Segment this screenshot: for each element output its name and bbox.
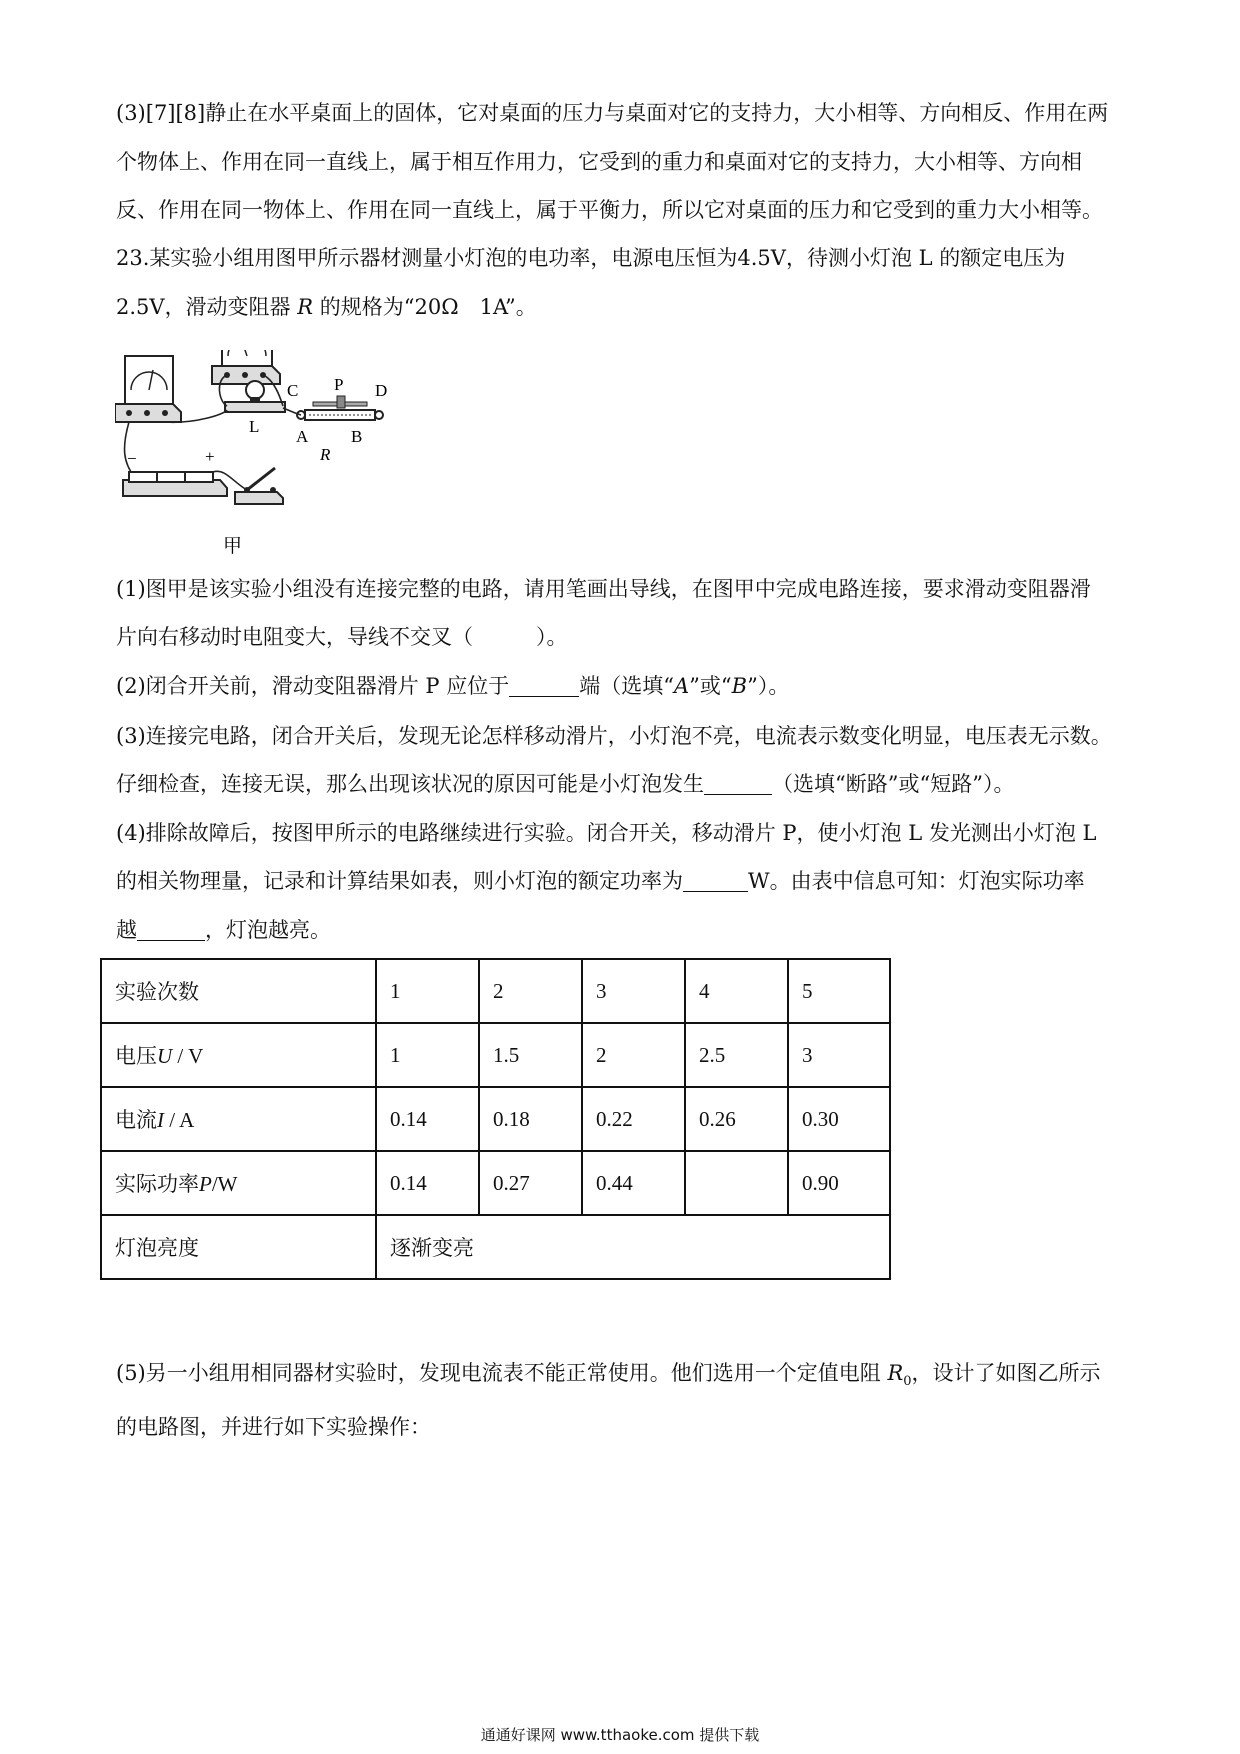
para3-line2: 个物体上、作用在同一直线上，属于相互作用力，它受到的重力和桌面对它的支持力，大小相等、方向相 xyxy=(116,150,1082,174)
sub5-line1: (5)另一小组用相同器材实验时，发现电流表不能正常使用。他们选用一个定值电阻 $R_0$，设计了如图乙所示 xyxy=(116,1361,1101,1390)
sub1-line2: 片向右移动时电阻变大，导线不交叉（ ）。 xyxy=(116,625,568,649)
answer-blank-3 xyxy=(704,772,772,795)
label-b: B xyxy=(351,427,363,446)
row-label: 实际功率P/W xyxy=(101,1151,376,1215)
bulb-icon xyxy=(225,381,285,412)
table-cell: 1 xyxy=(376,1023,479,1087)
table-row xyxy=(101,1215,890,1279)
data-table xyxy=(100,958,891,1280)
label-l: L xyxy=(249,417,260,436)
sub3-line2: 仔细检查，连接无误，那么出现该状况的原因可能是小灯泡发生 （选填“断路”或“短路”）。 xyxy=(116,772,1015,796)
page-footer: 通通好课网 www.tthaoke.com 提供下载 xyxy=(480,1726,760,1744)
table-cell: 2 xyxy=(479,959,582,1023)
label-a: A xyxy=(296,427,309,446)
sub1-line1: (1)图甲是该实验小组没有连接完整的电路，请用笔画出导线，在图甲中完成电路连接，要求滑动变阻器滑 xyxy=(116,577,1091,601)
label-minus: − xyxy=(127,449,137,468)
table-cell: 0.14 xyxy=(376,1151,479,1215)
sub4-line3: 越 ，灯泡越亮。 xyxy=(116,918,331,942)
label-r: R xyxy=(320,445,331,464)
table-cell: 0.27 xyxy=(479,1151,582,1215)
label-plus: + xyxy=(205,447,215,466)
figure-caption: 甲 xyxy=(223,535,243,557)
row-label: 灯泡亮度 xyxy=(101,1215,376,1279)
q23-line1: 23.某实验小组用图甲所示器材测量小灯泡的电功率，电源电压恒为4.5V，待测小灯泡 L 的额定电压为 xyxy=(116,246,1066,270)
table-cell: 0.90 xyxy=(788,1151,890,1215)
table-row xyxy=(101,1151,890,1215)
battery-icon xyxy=(123,472,227,496)
table-cell: 2.5 xyxy=(685,1023,788,1087)
para3-line1: (3)[7][8]静止在水平桌面上的固体，它对桌面的压力与桌面对它的支持力，大小相等、方向相反、作用在两 xyxy=(116,101,1109,125)
table-cell: 1 xyxy=(376,959,479,1023)
row-label: 电压U / V xyxy=(101,1023,376,1087)
label-d: D xyxy=(375,381,388,400)
circuit-figure xyxy=(115,350,425,565)
table-cell: 0.30 xyxy=(788,1087,890,1151)
table-cell: 0.14 xyxy=(376,1087,479,1151)
table-cell: 4 xyxy=(685,959,788,1023)
sub3-line1: (3)连接完电路，闭合开关后，发现无论怎样移动滑片，小灯泡不亮，电流表示数变化明显，电压表无示数。 xyxy=(116,724,1112,748)
table-cell: 5 xyxy=(788,959,890,1023)
table-cell: 0.26 xyxy=(685,1087,788,1151)
table-cell: 3 xyxy=(582,959,685,1023)
row-label: 电流I / A xyxy=(101,1087,376,1151)
table-cell: 0.18 xyxy=(479,1087,582,1151)
answer-blank-2 xyxy=(509,674,579,697)
label-c: C xyxy=(287,381,299,400)
answer-blank-4b xyxy=(137,918,205,941)
row-label: 实验次数 xyxy=(101,959,376,1023)
ammeter-icon xyxy=(115,356,181,422)
q23-line2: 2.5V，滑动变阻器 R 的规格为“20Ω 1A”。 xyxy=(116,295,537,319)
table-cell: 3 xyxy=(788,1023,890,1087)
table-cell: 0.22 xyxy=(582,1087,685,1151)
para3-line3: 反、作用在同一物体上、作用在同一直线上，属于平衡力，所以它对桌面的压力和它受到的重力大小相等。 xyxy=(116,198,1103,222)
sub5-line2: 的电路图，并进行如下实验操作： xyxy=(116,1415,431,1439)
table-cell: 1.5 xyxy=(479,1023,582,1087)
sub4-line2: 的相关物理量，记录和计算结果如表，则小灯泡的额定功率为 W。由表中信息可知：灯泡实际功率 xyxy=(116,869,1085,893)
table-cell: 2 xyxy=(582,1023,685,1087)
table-row xyxy=(101,959,890,1023)
table-cell: 0.44 xyxy=(582,1151,685,1215)
table-row xyxy=(101,1087,890,1151)
table-cell xyxy=(685,1151,788,1215)
sub2-line: (2)闭合开关前，滑动变阻器滑片 P 应位于 端（选填“A”或“B”）。 xyxy=(116,674,790,698)
table-row xyxy=(101,1023,890,1087)
table-cell: 逐渐变亮 xyxy=(376,1215,890,1279)
label-p: P xyxy=(334,375,344,394)
answer-blank-4a xyxy=(683,869,748,892)
sub4-line1: (4)排除故障后，按图甲所示的电路继续进行实验。闭合开关，移动滑片 P，使小灯泡 L 发光测出小灯泡 L xyxy=(116,821,1097,845)
rheostat-icon xyxy=(297,396,383,420)
